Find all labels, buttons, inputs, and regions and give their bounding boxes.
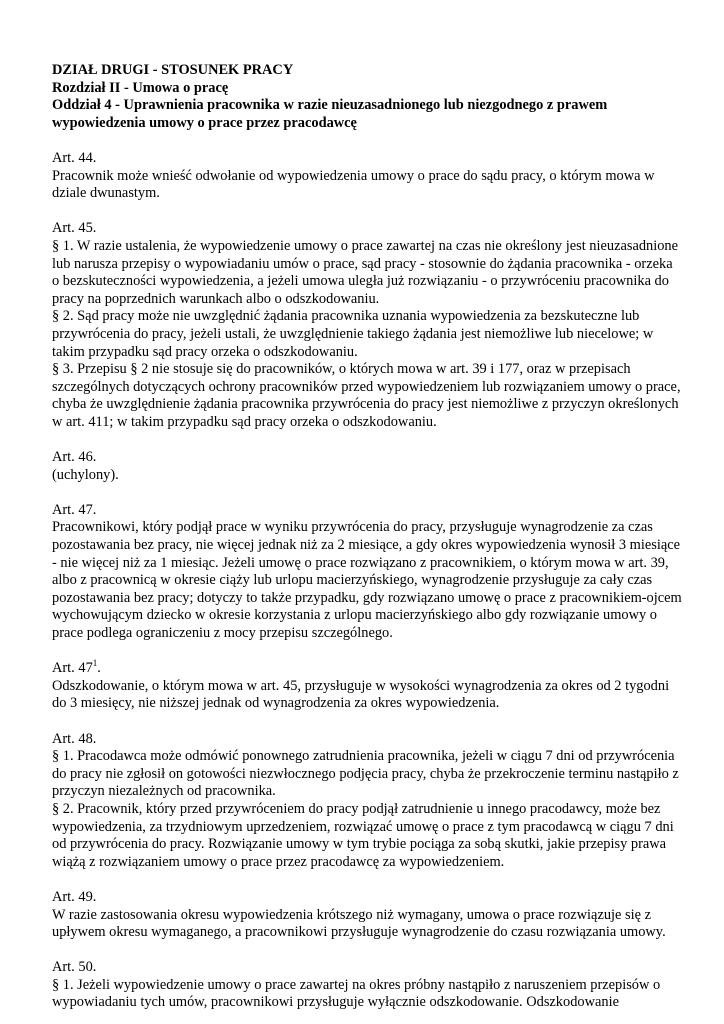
section-heading: Oddział 4 - Uprawnienia pracownika w razie nieuzasadnionego lub niezgodnego z prawem wypowiedzenia umowy o prace przez pracodawcę: [52, 97, 608, 131]
article-paragraph: § 2. Pracownik, który przed przywróceniem do pracy podjął zatrudnienie u innego pracodawcy, może bez wypowiedzenia, za trzydniowym uprzedzeniem, rozwiązać umowę o prace z tym pracodawcą w ciągu 7 dni od przywrócenia do pracy. Rozwiązanie umowy w tym trybie pociąga za sobą skutki, jakie przepisy prawa wiążą z rozwiązaniem umowy o prace przez pracodawcę za wypowiedzeniem.: [52, 800, 674, 870]
article-title: Art. 44.: [52, 149, 97, 166]
article-paragraph: § 1. Jeżeli wypowiedzenie umowy o prace zawartej na okres próbny nastąpiło z naruszeniem przepisów o wypowiadaniu tych umów, pracownikowi przysługuje wyłącznie odszkodowanie. Odszkodowanie: [52, 976, 661, 1011]
article-title: Art. 46.: [52, 449, 97, 466]
article-title: Art. 49.: [52, 888, 97, 905]
article-title: Art. 45.: [52, 220, 97, 237]
division-heading: DZIAŁ DRUGI - STOSUNEK PRACY: [52, 62, 294, 78]
article-48: [52, 731, 682, 872]
article-title: Art. 50.: [52, 959, 97, 976]
article-paragraph: Odszkodowanie, o którym mowa w art. 45, przysługuje w wysokości wynagrodzenia za okres od 2 tygodni do 3 miesięcy, nie niższej jednak od wynagrodzenia za okres wypowiedzenia.: [52, 677, 670, 712]
article-paragraph: W razie zastosowania okresu wypowiedzenia krótszego niż wymagany, umowa o prace rozwiązuje się z upływem okresu wymaganego, a pracownikowi przysługuje wynagrodzenie do czasu rozwiązania umowy.: [52, 906, 666, 941]
chapter-heading: Rozdział II - Umowa o pracę: [52, 79, 229, 96]
article-title: [52, 660, 682, 678]
article-paragraph: Pracownik może wnieść odwołanie od wypowiedzenia umowy o prace do sądu pracy, o którym mowa w dziale dwunastym.: [52, 167, 655, 202]
article-46: [52, 449, 682, 484]
article-title-text: Art. 47: [52, 660, 93, 677]
article-44: [52, 150, 682, 203]
article-paragraph: § 2. Sąd pracy może nie uwzględnić żądania pracownika uznania wypowiedzenia za bezskuteczne lub przywrócenia do pracy, jeżeli ustali, że uwzględnienie takiego żądania jest niemożliwe lub niecelowe; w takim przypadku sąd pracy orzeka o odszkodowaniu.: [52, 308, 654, 360]
article-47: [52, 502, 682, 643]
article-paragraph: Pracownikowi, który podjął prace w wyniku przywrócenia do pracy, przysługuje wynagrodzenie za czas pozostawania bez pracy, nie więcej jednak niż za 2 miesiące, a gdy okres wypowiedzenia wynosił 3 miesiące - nie więcej niż za 1 miesiąc. Jeżeli umowę o prace rozwiązano z pracownikiem, o którym mowa w art. 39, albo z pracownicą w okresie ciąży lub urlopu macierzyńskiego, wynagrodzenie przysługuje za cały czas pozostawania bez pracy; dotyczy to także przypadku, gdy rozwiązano umowę o prace z pracownikiem-ojcem wychowującym dziecko w okresie korzystania z urlopu macierzyńskiego albo gdy rozwiązanie umowy o prace podlega ograniczeniu z mocy przepisu szczególnego.: [52, 519, 682, 641]
document-content: [52, 62, 682, 1024]
article-title-superscript: 1: [92, 658, 98, 669]
article-49: [52, 889, 682, 942]
article-paragraph: § 1. W razie ustalenia, że wypowiedzenie umowy o prace zawartej na czas nie określony jest nieuzasadnione lub narusza przepisy o wypowiadaniu umów o prace, sąd pracy - stosownie do żądania pracownika - orzeka o bezskuteczności wypowiedzenia, a jeżeli umowa uległa już rozwiązaniu - o przywróceniu pracownika do pracy na poprzednich warunkach albo o odszkodowaniu.: [52, 237, 679, 307]
article-paragraph: (uchylony).: [52, 466, 119, 483]
article-title: Art. 47.: [52, 501, 97, 518]
article-47-1: [52, 660, 682, 713]
article-paragraph: § 3. Przepisu § 2 nie stosuje się do pracowników, o których mowa w art. 39 i 177, oraz w przepisach szczególnych dotyczących ochrony pracowników przed wypowiedzeniem lub rozwiązaniem umowy o prace, chyba że uwzględnienie żądania pracownika przywrócenia do pracy jest niemożliwe z przyczyn określonych w art. 411; w takim przypadku sąd pracy orzeka o odszkodowaniu.: [52, 361, 681, 430]
document-header: [52, 62, 682, 132]
article-title-suffix: .: [97, 660, 101, 677]
article-50: [52, 959, 682, 1012]
article-45: [52, 220, 682, 431]
article-title: Art. 48.: [52, 730, 97, 747]
article-paragraph: § 1. Pracodawca może odmówić ponownego zatrudnienia pracownika, jeżeli w ciągu 7 dni od przywrócenia do pracy nie zgłosił on gotowości niezwłocznego podjęcia pracy, chyba że przekroczenie terminu nastąpiło z przyczyn niezależnych od pracownika.: [52, 748, 679, 800]
